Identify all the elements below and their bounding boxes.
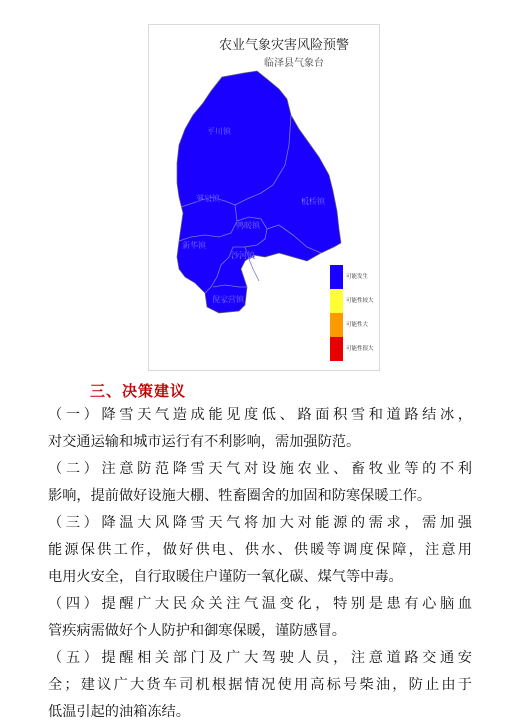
map-title: 农业气象灾害风险预警 — [218, 38, 349, 53]
paragraph-line: （一）降雪天气造成能见度低、路面积雪和道路结冰， — [48, 407, 472, 423]
paragraph-line: （四）提醒广大民众关注气温变化，特别是患有心脑血 — [48, 596, 472, 612]
paragraph-5 — [48, 645, 472, 726]
legend-label: 可能发生 — [346, 274, 369, 280]
legend-swatch — [330, 265, 343, 289]
paragraph-line: （五）提醒相关部门及广大驾驶人员，注意道路交通安 — [48, 650, 472, 666]
legend-item — [330, 265, 380, 289]
county-region — [177, 71, 341, 313]
paragraph-4 — [48, 591, 472, 645]
legend-label: 可能性较大 — [346, 298, 374, 304]
paragraph-line: 电用火安全，自行取暖住户谨防一氧化碳、煤气等中毒。 — [48, 569, 403, 585]
paragraph-line: 低温引起的油箱冻结。 — [48, 704, 190, 720]
paragraph-line: （三）降温大风降雪天气将加大对能源的需求，需加强 — [48, 515, 472, 531]
paragraph-line: 对交通运输和城市运行有不利影响，需加强防范。 — [48, 434, 361, 450]
paragraph-line: 影响，提前做好设施大棚、牲畜圈舍的加固和防寒保暖工作。 — [48, 488, 432, 504]
paragraph-3 — [48, 510, 472, 591]
legend-item — [330, 313, 380, 337]
risk-legend — [330, 265, 380, 361]
paragraph-line: 能源保供工作，做好供电、供水、供暖等调度保障，注意用 — [48, 542, 472, 558]
legend-swatch — [330, 337, 343, 361]
legend-swatch — [330, 313, 343, 337]
risk-map-panel — [148, 24, 380, 371]
town-label-liaoquan: 蓼泉镇 — [196, 194, 220, 203]
legend-label: 可能性很大 — [346, 346, 374, 352]
legend-item — [330, 337, 380, 361]
town-label-xinhua: 新华镇 — [182, 241, 206, 250]
section-title: 三、决策建议 — [90, 382, 187, 400]
map-subtitle: 临泽县气象台 — [264, 58, 324, 69]
paragraph-1 — [48, 402, 472, 456]
paragraph-line: 全；建议广大货车司机根据情况使用高标号柴油，防止由于 — [48, 677, 472, 693]
paragraph-line: （二）注意防范降雪天气对设施农业、畜牧业等的不利 — [48, 461, 472, 477]
town-label-pingchuan: 平川镇 — [207, 127, 231, 136]
town-label-banqiao: 板桥镇 — [301, 197, 325, 206]
town-label-shahe: 沙河镇 — [231, 251, 255, 260]
paragraph-line: 管疾病需做好个人防护和御寒保暖，谨防感冒。 — [48, 623, 346, 639]
town-label-yanuan: 鸭暖镇 — [236, 221, 260, 230]
legend-swatch — [330, 289, 343, 313]
paragraph-2 — [48, 456, 472, 510]
town-label-nijiaying: 倪家营镇 — [212, 295, 244, 304]
legend-label: 可能性大 — [346, 322, 369, 328]
legend-item — [330, 289, 380, 313]
